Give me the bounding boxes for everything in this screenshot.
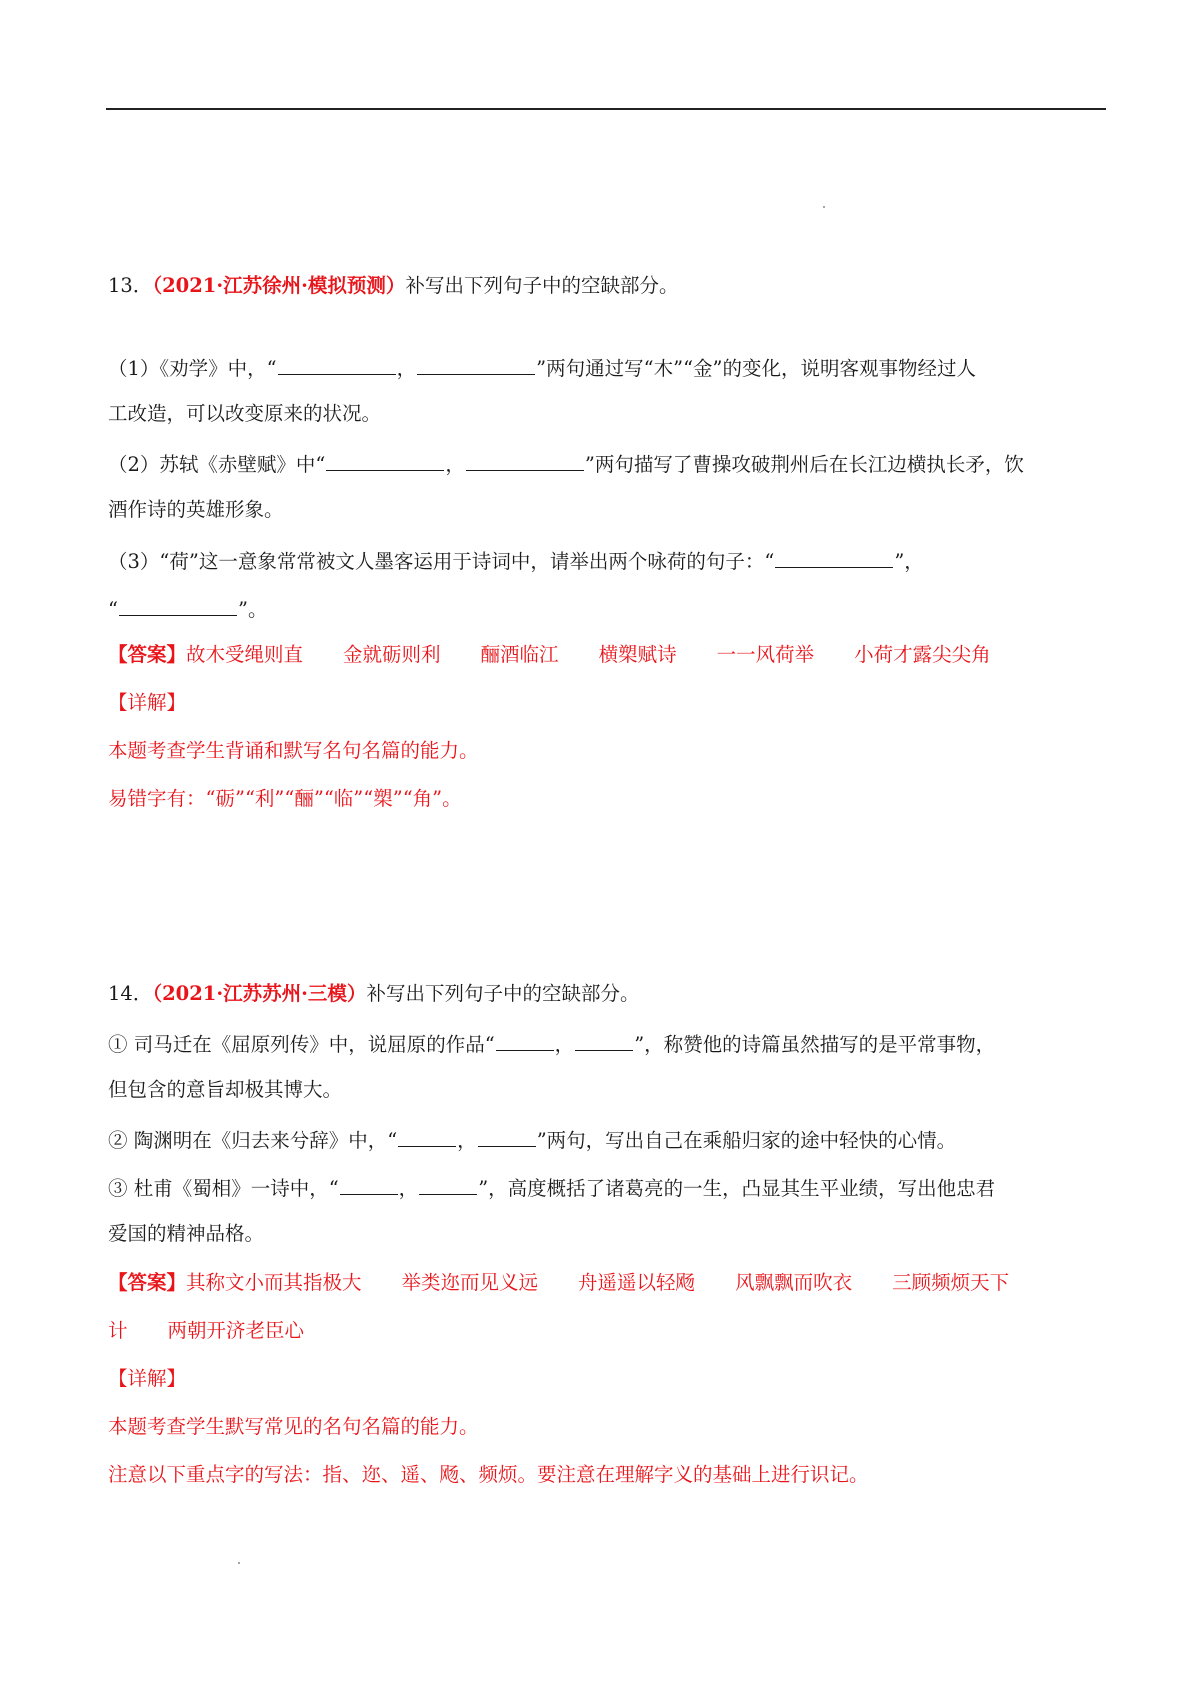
- answer-label: 【答案】: [108, 1271, 187, 1294]
- q13-item-2-cont: 酒作诗的英雄形象。: [108, 498, 284, 521]
- q13-item-1: （1）《劝学》中，“ ， ”两句通过写“木”“金”的变化，说明客观事物经过人: [108, 354, 976, 378]
- q14-detail-line: 本题考查学生默写常见的名句名篇的能力。: [108, 1415, 479, 1438]
- q13-item-2: （2）苏轼《赤壁赋》中“ ， ”两句描写了曹操攻破荆州后在长江边横执长矛，饮: [108, 450, 1024, 474]
- q14-detail-label: 【详解】: [108, 1367, 187, 1390]
- q14-number: 14．: [108, 982, 153, 1005]
- stray-dot: [823, 206, 825, 208]
- q13-item-3-cont: “ ”。: [108, 595, 267, 619]
- fill-blank: [278, 354, 396, 375]
- q13-source: （2021·江苏徐州·模拟预测）: [152, 274, 406, 297]
- q14-answer: 【答案】其称文小而其指极大 举类迩而见义远 舟遥遥以轻飏 风飘飘而吹衣 三顾频烦天下: [108, 1271, 1010, 1294]
- q14-prompt: 补写出下列句子中的空缺部分。: [366, 982, 640, 1005]
- fill-blank: [478, 1126, 536, 1147]
- header-rule: [106, 108, 1106, 110]
- q13-item-3: （3）“荷”这一意象常常被文人墨客运用于诗词中，请举出两个咏荷的句子：“ ”，: [108, 547, 924, 571]
- fill-blank: [417, 354, 535, 375]
- stray-dot: [238, 1562, 240, 1564]
- q14-item-3: ③ 杜甫《蜀相》一诗中，“ ， ”，高度概括了诸葛亮的一生，凸显其生平业绩，写出他忠君: [108, 1174, 995, 1198]
- q14-source: （2021·江苏苏州·三模）: [152, 982, 367, 1005]
- q13-prompt: 补写出下列句子中的空缺部分。: [405, 274, 679, 297]
- q14-item-1-cont: 但包含的意旨却极其博大。: [108, 1078, 343, 1101]
- fill-blank: [496, 1030, 554, 1051]
- q13-detail-line: 易错字有：“砺”“利”“酾”“临”“槊”“角”。: [108, 787, 462, 810]
- fill-blank: [119, 595, 237, 616]
- q13-detail-label: 【详解】: [108, 691, 187, 714]
- fill-blank: [340, 1174, 398, 1195]
- fill-blank: [398, 1126, 456, 1147]
- fill-blank: [419, 1174, 477, 1195]
- q13-item-1-cont: 工改造，可以改变原来的状况。: [108, 402, 382, 425]
- fill-blank: [326, 450, 444, 471]
- answer-label: 【答案】: [108, 643, 187, 666]
- q13-answer: 【答案】故木受绳则直 金就砺则利 酾酒临江 横槊赋诗 一一风荷举 小荷才露尖尖角: [108, 643, 991, 666]
- q14-item-3-cont: 爱国的精神品格。: [108, 1222, 265, 1245]
- q13-detail-line: 本题考查学生背诵和默写名句名篇的能力。: [108, 739, 479, 762]
- q14-answer-cont: 计 两朝开济老臣心: [108, 1319, 305, 1342]
- q14-item-1: ① 司马迁在《屈原列传》中，说屈原的作品“ ， ”，称赞他的诗篇虽然描写的是平常事物，: [108, 1030, 995, 1054]
- q13-heading: [108, 274, 678, 298]
- fill-blank: [575, 1030, 633, 1051]
- q14-detail-line: 注意以下重点字的写法：指、迩、遥、飏、频烦。要注意在理解字义的基础上进行识记。: [108, 1463, 869, 1486]
- fill-blank: [775, 547, 893, 568]
- q14-item-2: ② 陶渊明在《归去来兮辞》中，“ ， ”两句，写出自己在乘船归家的途中轻快的心情。: [108, 1126, 956, 1150]
- q14-heading: [108, 982, 639, 1006]
- q13-number: 13．: [108, 274, 153, 297]
- fill-blank: [466, 450, 584, 471]
